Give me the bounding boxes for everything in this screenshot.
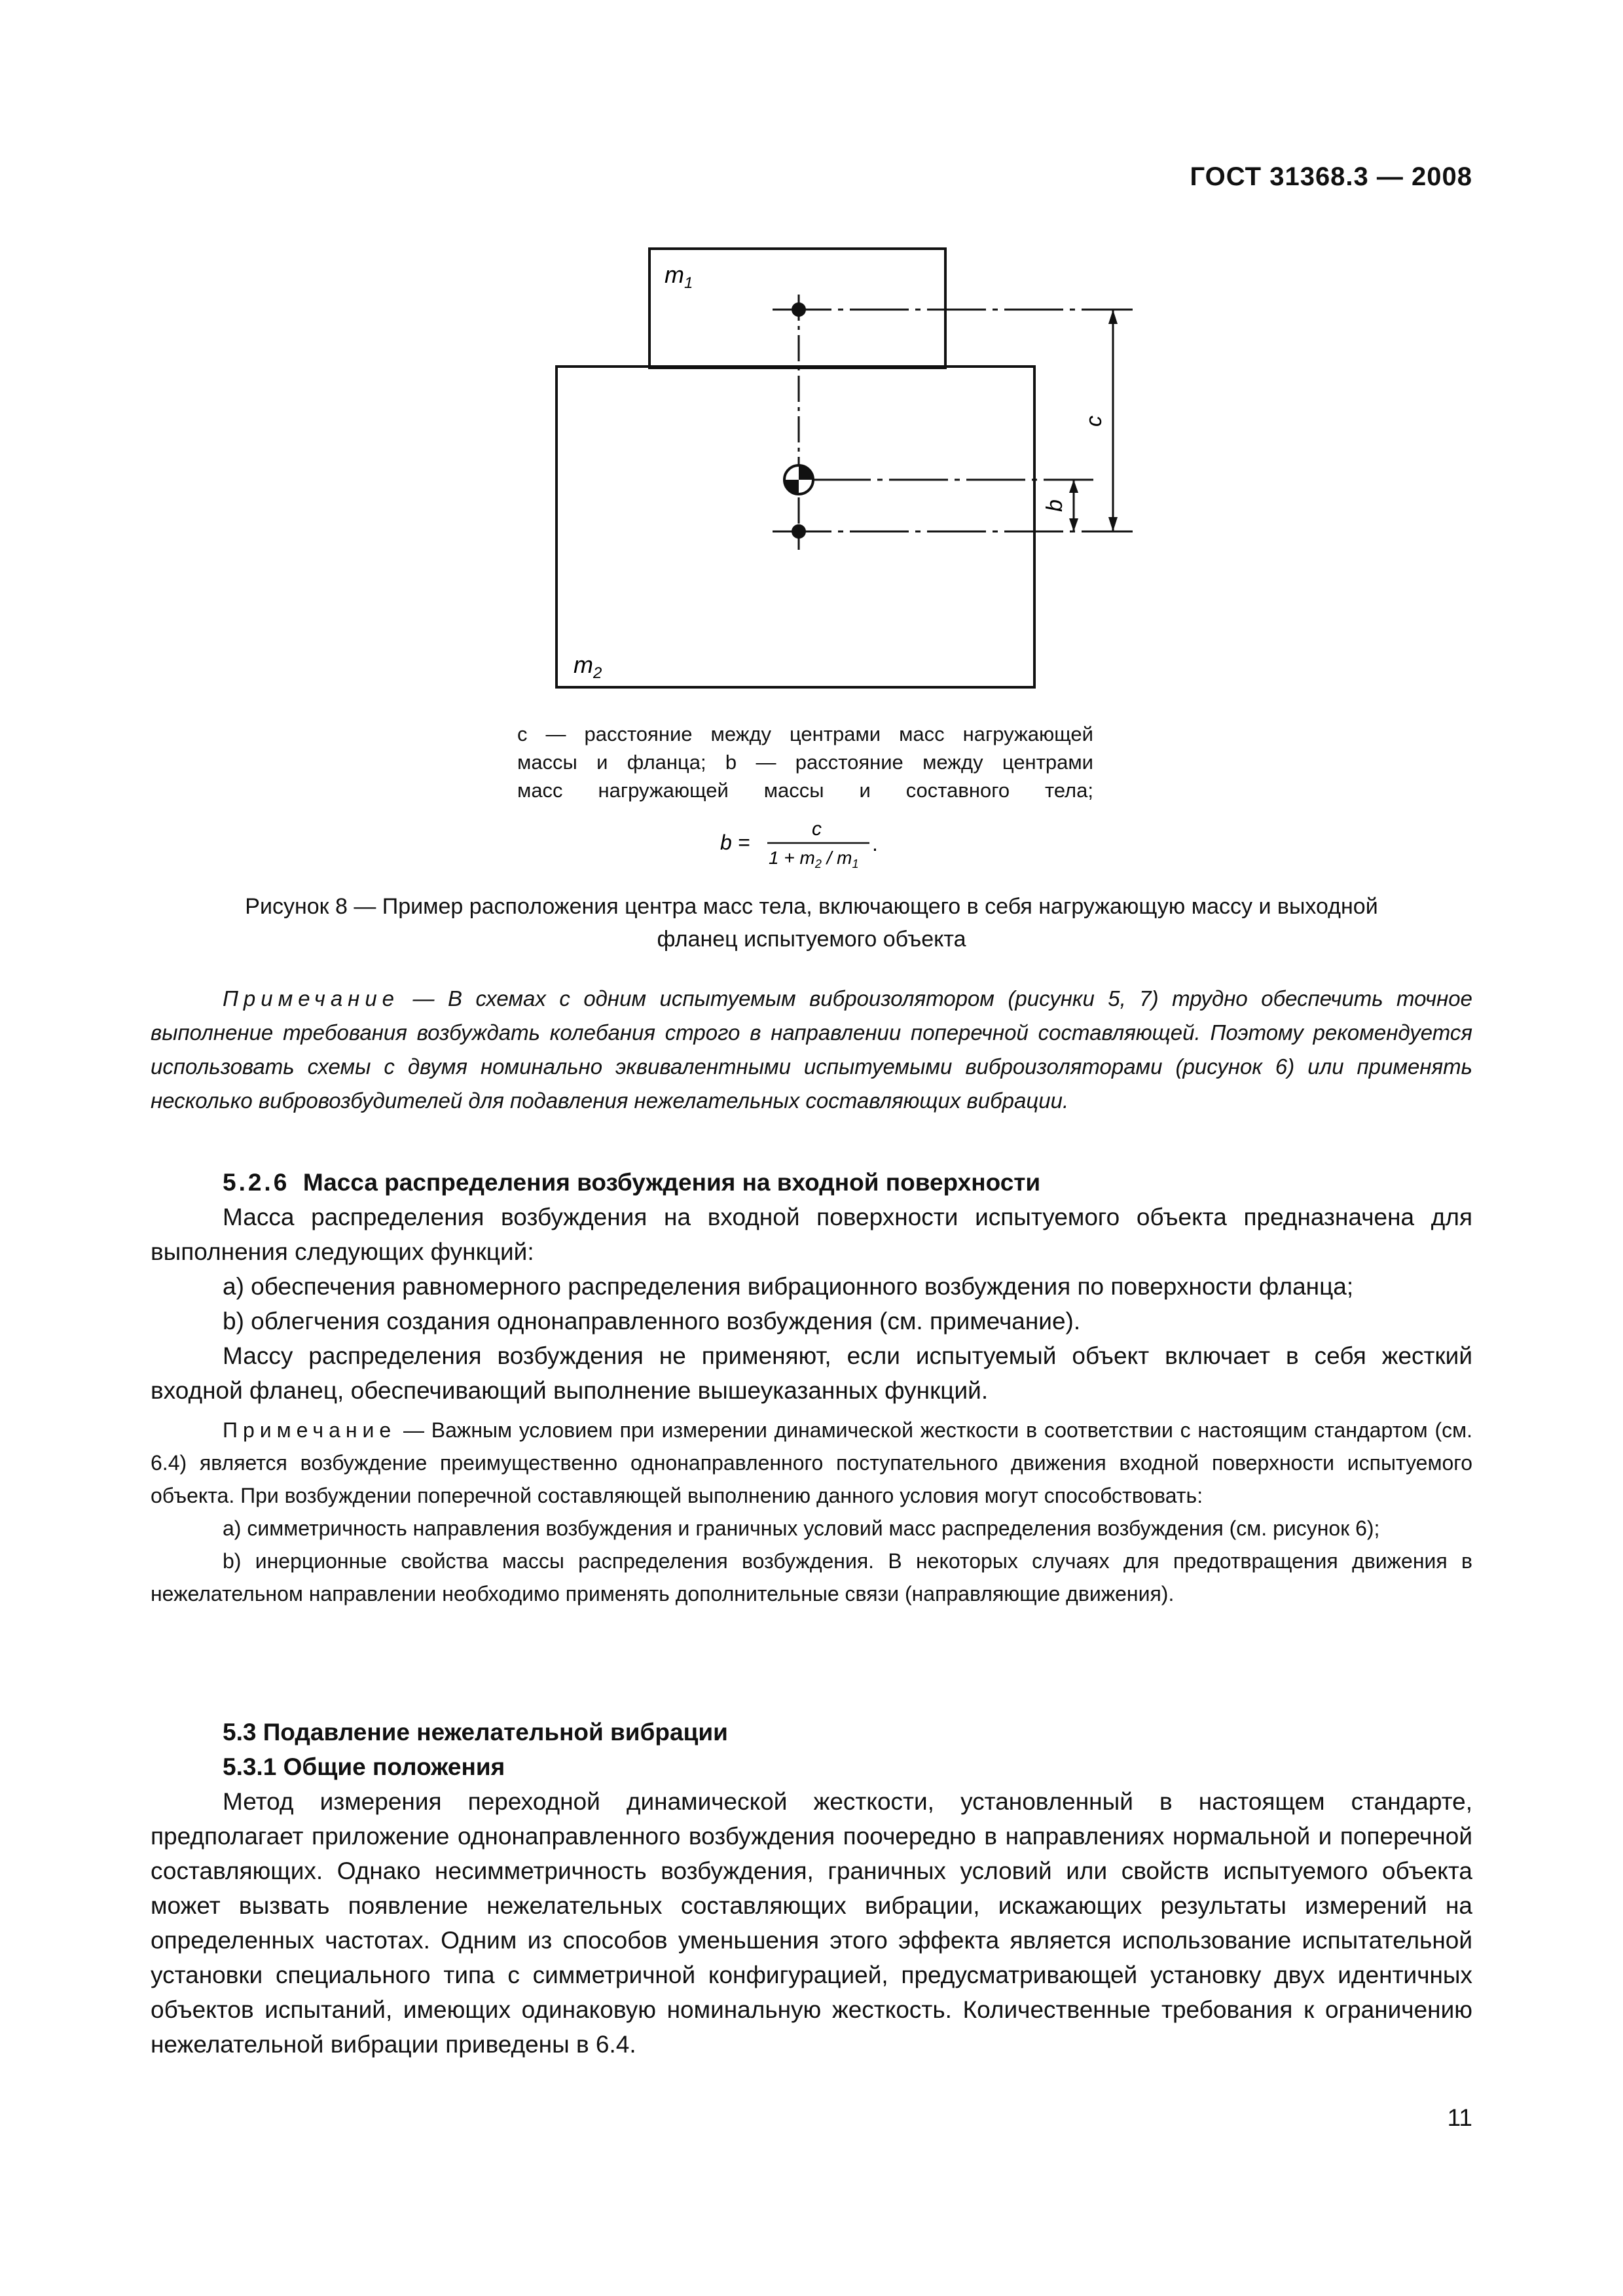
note-1-text: — В схемах с одним испытуемым виброизолятором (рисунки 5, 7) трудно обеспечить точное выполнение требования возбуждать колебания строго в направлении поперечной составляющей. Поэтому рекомендуется использовать схемы с двумя номинально эквивалентными испытуемыми виброизоляторами (рисунок 6) или применять несколько вибровозбудителей для подавления нежелательных составляющих вибрации. (151, 986, 1472, 1113)
section-5-2-6-paragraph-2: Массу распределения возбуждения не применяют, если испытуемый объект включает в себя жесткий входной фланец, обеспечивающий выполнение вышеуказанных функций. (151, 1342, 1472, 1404)
section-5-3 (151, 1715, 1472, 2062)
figure-legend (517, 720, 1093, 804)
note-2 (151, 1414, 1472, 1610)
note-2-text: — Важным условием при измерении динамической жесткости в соответствии с настоящим стандартом (см. 6.4) является возбуждение преимущественно однонаправленного поступательного движения входной поверхности испытуемого объекта. При возбуждении поперечной составляющей выполнению данного условия могут способствовать: (151, 1418, 1472, 1507)
label-m1: $m_1$ (665, 261, 693, 292)
label-b: b (1042, 499, 1067, 512)
formula-b (720, 818, 917, 870)
figure-8-diagram (537, 242, 1152, 700)
caption-line-1: Рисунок 8 — Пример расположения центра масс тела, включающего в себя нагружающую массу и выходной (245, 894, 1378, 919)
note-2-label: Примечание (223, 1418, 397, 1442)
section-5-2-6-heading: 5.2.6 Масса распределения возбуждения на входной поверхности (223, 1169, 1041, 1196)
legend-line-1: c — расстояние между центрами масс нагружающей (517, 723, 1093, 745)
formula-numerator: c (812, 818, 822, 840)
figure-caption (151, 890, 1472, 956)
note-2-item-b: b) инерционные свойства массы распределения возбуждения. В некоторых случаях для предотвращения движения в нежелательном направлении необходимо применять дополнительные связи (направляющие движения). (151, 1549, 1472, 1605)
section-5-2-6-item-a: a) обеспечения равномерного распределения вибрационного возбуждения по поверхности фланца; (223, 1273, 1354, 1300)
label-c: c (1082, 416, 1106, 427)
formula-lhs: b = (720, 831, 750, 854)
m2-center-point (792, 524, 806, 539)
section-5-3-1-heading: 5.3.1 Общие положения (223, 1753, 505, 1780)
note-2-item-a: а) симметричность направления возбуждения и граничных условий масс распределения возбуждения (см. рисунок 6); (223, 1516, 1380, 1540)
center-of-mass-symbol (784, 465, 813, 494)
section-5-2-6-item-b: b) облегчения создания однонаправленного возбуждения (см. примечание). (223, 1308, 1081, 1335)
note-1 (151, 982, 1472, 1118)
label-m2: $m_2$ (574, 651, 602, 682)
formula-end: . (872, 832, 878, 855)
document-header: ГОСТ 31368.3 — 2008 (1190, 162, 1472, 191)
legend-line-2: массы и фланца; b — расстояние между центрами (517, 751, 1093, 774)
formula-denominator: $1 + m_2 / m_1$ (769, 848, 859, 870)
section-5-2-6-paragraph-1: Масса распределения возбуждения на входной поверхности испытуемого объекта предназначена для выполнения следующих функций: (151, 1204, 1472, 1265)
section-5-3-1-paragraph: Метод измерения переходной динамической жесткости, установленный в настоящем стандарте, предполагает приложение однонаправленного возбуждения поочередно в направлениях нормальной и поперечной составляющих. Однако несимметричность возбуждения, граничных условий или свойств испытуемого объекта может вызвать появление нежелательных составляющих вибрации, искажающих результаты измерений на определенных частотах. Одним из способов уменьшения этого эффекта является использование испытательной установки специального типа с симметричной конфигурацией, предусматривающей установку двух идентичных объектов испытаний, имеющих одинаковую номинальную жесткость. Количественные требования к ограничению нежелательной вибрации приведены в 6.4. (151, 1788, 1472, 2058)
page-number: 11 (1447, 2104, 1472, 2131)
section-5-2-6 (151, 1165, 1472, 1408)
m1-center-point (792, 302, 806, 317)
section-5-3-heading: 5.3 Подавление нежелательной вибрации (223, 1719, 728, 1746)
caption-line-2: фланец испытуемого объекта (657, 927, 966, 952)
note-1-label: Примечание (223, 986, 400, 1011)
legend-line-3: масс нагружающей массы и составного тела; (517, 779, 1093, 802)
